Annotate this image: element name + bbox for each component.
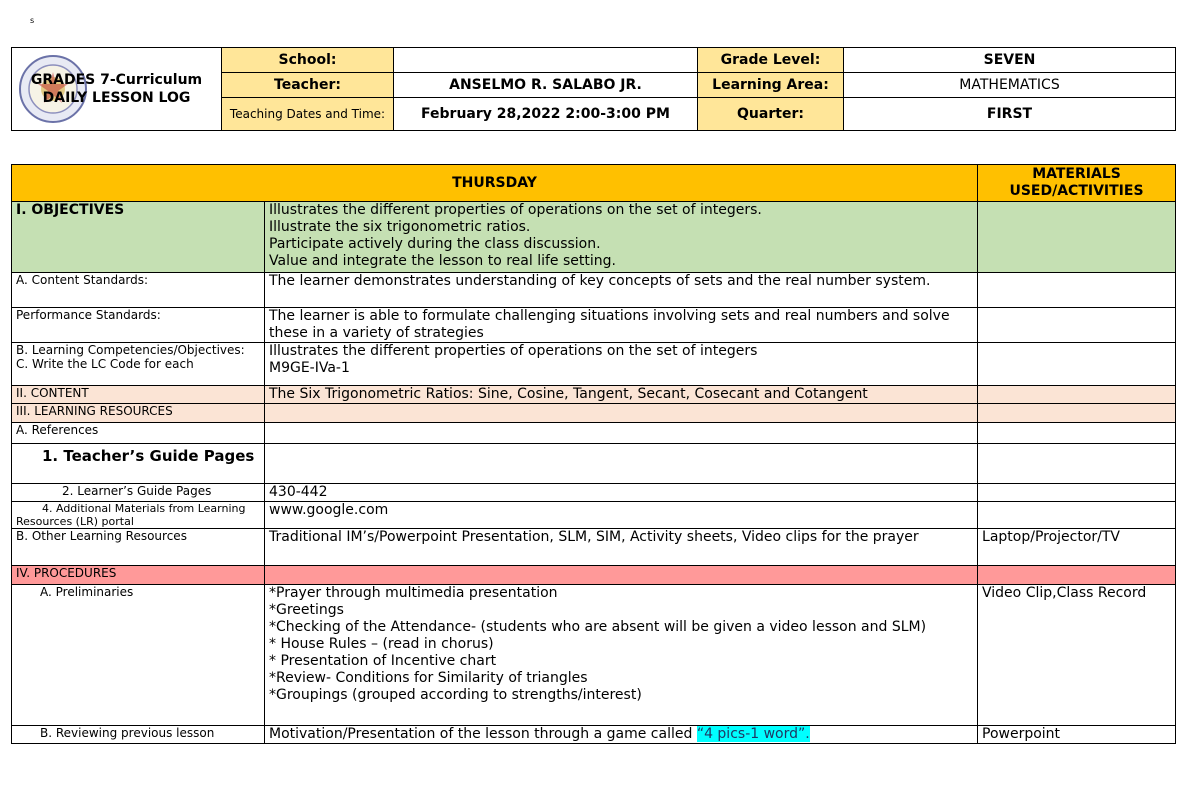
school-value <box>394 48 698 73</box>
preliminary-item: *Groupings (grouped according to strengths/interest) <box>269 687 642 703</box>
performance-standards-text: The learner is able to formulate challenging situations involving sets and real numbers and solve these in a variety of strategies <box>265 308 978 343</box>
header-title-cell <box>12 48 222 131</box>
learning-resources-materials <box>978 404 1176 423</box>
references-text <box>265 423 978 444</box>
school-label: School: <box>222 48 394 73</box>
objective-item: Illustrates the different properties of operations on the set of integers. <box>269 202 762 218</box>
learning-resources-text <box>265 404 978 423</box>
game-name-highlight: “4 pics-1 word”. <box>696 726 810 742</box>
preliminary-item: *Greetings <box>269 602 344 618</box>
preliminaries-list <box>265 585 978 726</box>
content-materials <box>978 386 1176 404</box>
objectives-materials <box>978 202 1176 273</box>
learning-area-label: Learning Area: <box>698 73 844 98</box>
quarter-label: Quarter: <box>698 98 844 131</box>
lc-code: M9GE-IVa-1 <box>269 360 350 376</box>
teaching-dates-label: Teaching Dates and Time: <box>222 98 394 131</box>
other-resources-label: B. Other Learning Resources <box>12 529 265 566</box>
preliminary-item: *Checking of the Attendance- (students who are absent will be given a video lesson and SLM) <box>269 619 927 635</box>
content-standards-text: The learner demonstrates understanding of key concepts of sets and the real number system. <box>265 273 978 308</box>
teachers-guide-label: 1. Teacher’s Guide Pages <box>12 444 265 484</box>
preliminary-item: * House Rules – (read in chorus) <box>269 636 494 652</box>
additional-materials-label: 4. Additional Materials from Learning Resources (LR) portal <box>12 502 265 529</box>
header-table <box>11 47 1176 131</box>
procedures-text <box>265 566 978 585</box>
objective-item: Participate actively during the class discussion. <box>269 236 601 252</box>
performance-standards-label: Performance Standards: <box>12 308 265 343</box>
competencies-text <box>265 343 978 386</box>
quarter-value: FIRST <box>844 98 1176 131</box>
objective-item: Value and integrate the lesson to real life setting. <box>269 253 616 269</box>
additional-materials-value: www.google.com <box>265 502 978 529</box>
learning-resources-label: III. LEARNING RESOURCES <box>12 404 265 423</box>
objectives-list <box>265 202 978 273</box>
references-label: A. References <box>12 423 265 444</box>
teachers-guide-materials <box>978 444 1176 484</box>
preliminaries-materials: Video Clip,Class Record <box>978 585 1176 726</box>
competencies-label-b: B. Learning Competencies/Objectives: <box>16 343 245 357</box>
other-resources-text: Traditional IM’s/Powerpoint Presentation, SLM, SIM, Activity sheets, Video clips for the prayer <box>265 529 978 566</box>
day-header: THURSDAY <box>12 165 978 202</box>
content-standards-materials <box>978 273 1176 308</box>
references-materials <box>978 423 1176 444</box>
grade-level-label: Grade Level: <box>698 48 844 73</box>
reviewing-lesson-label: B. Reviewing previous lesson <box>12 726 265 744</box>
performance-standards-materials <box>978 308 1176 343</box>
objectives-label: I. OBJECTIVES <box>12 202 265 273</box>
lesson-log-table <box>11 164 1176 744</box>
grade-level-value: SEVEN <box>844 48 1176 73</box>
corner-mark: s <box>30 16 35 25</box>
content-label: II. CONTENT <box>12 386 265 404</box>
teaching-dates-value: February 28,2022 2:00-3:00 PM <box>394 98 698 131</box>
preliminary-item: * Presentation of Incentive chart <box>269 653 497 669</box>
teacher-value: ANSELMO R. SALABO JR. <box>394 73 698 98</box>
reviewing-lesson-body: Motivation/Presentation of the lesson through a game called <box>269 726 697 742</box>
objective-item: Illustrate the six trigonometric ratios. <box>269 219 531 235</box>
competency-text: Illustrates the different properties of operations on the set of integers <box>269 343 758 359</box>
reviewing-lesson-text <box>265 726 978 744</box>
competencies-label <box>12 343 265 386</box>
learning-area-value: MATHEMATICS <box>844 73 1176 98</box>
materials-header: MATERIALS USED/ACTIVITIES <box>978 165 1176 202</box>
preliminary-item: *Review- Conditions for Similarity of triangles <box>269 670 588 686</box>
procedures-label: IV. PROCEDURES <box>12 566 265 585</box>
procedures-materials <box>978 566 1176 585</box>
learners-guide-label: 2. Learner’s Guide Pages <box>12 484 265 502</box>
content-standards-label: A. Content Standards: <box>12 273 265 308</box>
teachers-guide-value <box>265 444 978 484</box>
teacher-label: Teacher: <box>222 73 394 98</box>
content-text: The Six Trigonometric Ratios: Sine, Cosine, Tangent, Secant, Cosecant and Cotangent <box>265 386 978 404</box>
learners-guide-value: 430-442 <box>265 484 978 502</box>
reviewing-lesson-materials: Powerpoint <box>978 726 1176 744</box>
additional-materials-materials <box>978 502 1176 529</box>
learners-guide-materials <box>978 484 1176 502</box>
competencies-label-c: C. Write the LC Code for each <box>16 357 194 371</box>
other-resources-materials: Laptop/Projector/TV <box>978 529 1176 566</box>
competencies-materials <box>978 343 1176 386</box>
preliminary-item: *Prayer through multimedia presentation <box>269 585 558 601</box>
preliminaries-label: A. Preliminaries <box>12 585 265 726</box>
header-title: GRADES 7-Curriculum DAILY LESSON LOG <box>30 72 203 106</box>
